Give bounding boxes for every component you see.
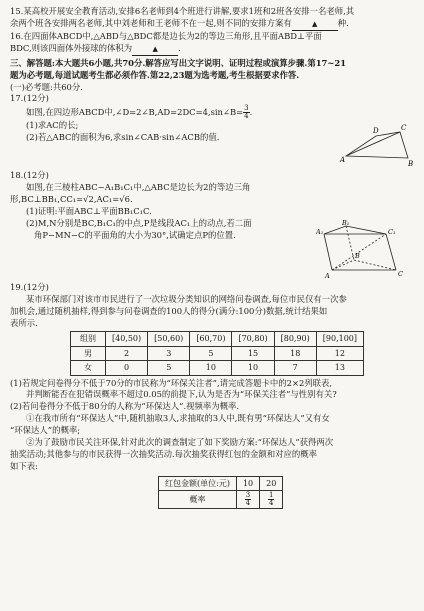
reward-prob-cell [236, 491, 259, 509]
q19-reward-table [158, 476, 283, 509]
q17-quad-outline [346, 132, 408, 158]
q16-line1: 16.在四面体ABCD中,△ABD与△BDC都是边长为2的等边三角形,且平面ABD⊥平面 [10, 30, 322, 41]
q18-edge-bb1 [346, 226, 354, 260]
frac-den: 4 [268, 499, 274, 508]
q18-edge-cc1 [386, 234, 396, 270]
table-header-cell: [40,50) [106, 332, 148, 346]
q19-part2-ii-b: 抽奖活动;其他参与的市民获得一次抽奖活动.每次抽奖获得红包的金额和对应的概率 [10, 449, 317, 460]
q17-stem-text: 如图,在四边形ABCD中,∠D=2∠B,AD=2DC=4,sin∠B= [26, 107, 244, 118]
table-cell: 5 [190, 346, 232, 360]
q18-label-c1: C₁ [388, 228, 396, 236]
reward-prob-cell [260, 491, 283, 509]
table-cell: 2 [106, 346, 148, 360]
q19-intro2: 加机会,通过随机抽样,得到参与问卷调查的100人的得分(满分:100分)数据,统计结果如 [10, 305, 328, 316]
q18-label-a: A [325, 272, 330, 280]
q17-part1: (1)求AC的长; [26, 120, 79, 131]
blank-triangle-icon: ▲ [312, 19, 318, 28]
q16-tail: . [178, 42, 181, 53]
table-cell: 女 [71, 361, 106, 375]
q18-head: 18.(12分) [10, 170, 49, 181]
table-cell: 12 [316, 346, 363, 360]
q17-head: 17.(12分) [10, 93, 49, 104]
frac-den: 4 [244, 112, 249, 121]
table-cell: 15 [232, 346, 274, 360]
table-header-cell: [50,60) [148, 332, 190, 346]
table-header-cell: 组别 [71, 332, 106, 346]
q18-edge-a1b1 [324, 226, 346, 234]
table-row [159, 476, 283, 490]
prob-fraction [268, 492, 274, 507]
q19-part1a: (1)若规定问卷得分不低于70分的市民称为“环保关注者”,请完成答题卡中的2×2列联表, [10, 377, 333, 388]
frac-num: 3 [245, 491, 251, 500]
table-cell: 5 [148, 361, 190, 375]
prob-fraction [245, 492, 251, 507]
q15-line2-text: 余两个班各安排两名老师,其中刘老师和王老师不在一起,则不同的安排方案有 [10, 17, 292, 28]
q17-label-c: C [401, 124, 407, 132]
q17-part2: (2)若△ABC的面积为6,求sin∠CAB·sin∠ACB的值. [26, 132, 220, 143]
q19-part2-ii-c: 如下表: [10, 461, 38, 471]
q18-label-c: C [398, 270, 403, 278]
q17-stem [10, 105, 414, 120]
section3-line2: 题为必考题,每道试题考生都必须作答.第22,23题为选考题,考生根据要求作答. [10, 69, 300, 80]
frac-num: 3 [244, 104, 249, 113]
q17-label-a: A [340, 156, 346, 164]
table-cell: 10 [190, 361, 232, 375]
table-cell: 3 [148, 346, 190, 360]
q15-answer-blank [292, 18, 338, 31]
table-header-cell: [90,100] [316, 332, 363, 346]
table-cell: 10 [232, 361, 274, 375]
q19-intro3: 表所示. [10, 317, 38, 328]
q18-part2a: (2)M,N分别是BC,B₁C₁的中点,P是线段AC₁上的动点,若二面 [26, 217, 252, 228]
q16-answer-blank [132, 43, 178, 56]
q15-tail: 种. [337, 17, 349, 28]
q19-part1b: 并判断能否在犯错误概率不超过0.05的前提下,认为是否为“环保关注者”与性别有关? [26, 389, 337, 400]
reward-amount-cell: 20 [260, 476, 283, 490]
table-header-cell: [80,90) [274, 332, 316, 346]
reward-amount-label: 红包金额(单位:元) [159, 476, 237, 490]
q19-part2-i-a: ①在我市所有“环保达人”中,随机抽取3人,求抽取的3人中,既有男“环保达人”又有女 [26, 413, 330, 424]
table-cell: 7 [274, 361, 316, 375]
section3-line1: 三、解答题:本大题共6小题,共70分.解答应写出文字说明、证明过程或演算步骤.第17~21 [10, 57, 347, 68]
q18-prism-figure [316, 220, 416, 282]
reward-amount-cell: 10 [236, 476, 259, 490]
table-header-cell: [70,80) [232, 332, 274, 346]
table-header-cell: [60,70) [190, 332, 232, 346]
blank-triangle-icon: ▲ [152, 44, 158, 53]
section3-required: (一)必考题:共60分. [10, 81, 83, 92]
q17-diagonal-ac [346, 132, 400, 156]
q16-line2 [10, 43, 414, 56]
frac-num: 1 [268, 491, 274, 500]
q18-label-b1: B₁ [342, 220, 350, 227]
q18-edge-bc [354, 260, 396, 270]
q15-line1: 15.某高校开展安全教育活动,安排6名老师到4个班进行讲解,要求1班和2班各安排一名老师,其 [10, 6, 355, 16]
q17-quadrilateral-figure [338, 120, 416, 168]
table-cell: 0 [106, 361, 148, 375]
reward-prob-label: 概率 [159, 491, 237, 509]
q18-edge-aa1 [324, 234, 332, 270]
q17-label-d: D [373, 127, 379, 135]
q17-stem-end: . [249, 107, 253, 118]
table-cell: 18 [274, 346, 316, 360]
table-cell: 男 [71, 346, 106, 360]
q18-edge-ab [332, 260, 354, 270]
table-row [159, 491, 283, 509]
q18-edge-b1c1 [346, 226, 386, 234]
table-header-row [71, 332, 364, 346]
table-cell: 13 [316, 361, 363, 375]
q18-label-a1: A₁ [316, 228, 324, 236]
table-row [71, 361, 364, 375]
q18-line1: 如图,在三棱柱ABC−A₁B₁C₁中,△ABC是边长为2的等边三角 [26, 182, 251, 193]
q19-score-table [70, 331, 364, 375]
q18-line2: 形,BC⊥BB₁,CC₁=√2,AC₁=√6. [10, 194, 133, 205]
q17-label-b: B [408, 160, 414, 168]
q18-part2b: 角P−MN−C的平面角的大小为30°,试确定点P的位置. [34, 229, 236, 240]
q16-line2-text: BDC,则该四面体外接球的体积为 [10, 42, 133, 53]
q19-head: 19.(12分) [10, 281, 49, 292]
q19-part2: (2)若问卷得分不低于80分的人称为“环保达人”.视频率为概率. [10, 401, 240, 412]
q19-part2-ii-a: ②为了鼓励市民关注环保,针对此次的调查制定了如下奖励方案:“环保达人”获得两次 [26, 437, 334, 448]
q15-line2 [10, 18, 414, 31]
q18-part1: (1)证明:平面ABC⊥平面BB₁C₁C. [26, 206, 152, 217]
q19-part2-i-b: “环保达人”的概率; [10, 425, 81, 436]
table-row [71, 346, 364, 360]
q18-label-b: B [355, 252, 360, 260]
q19-intro1: 某市环保部门对该市市民进行了一次垃圾分类知识的网络问卷调查,每位市民仅有一次参 [26, 293, 347, 304]
frac-den: 4 [245, 499, 251, 508]
